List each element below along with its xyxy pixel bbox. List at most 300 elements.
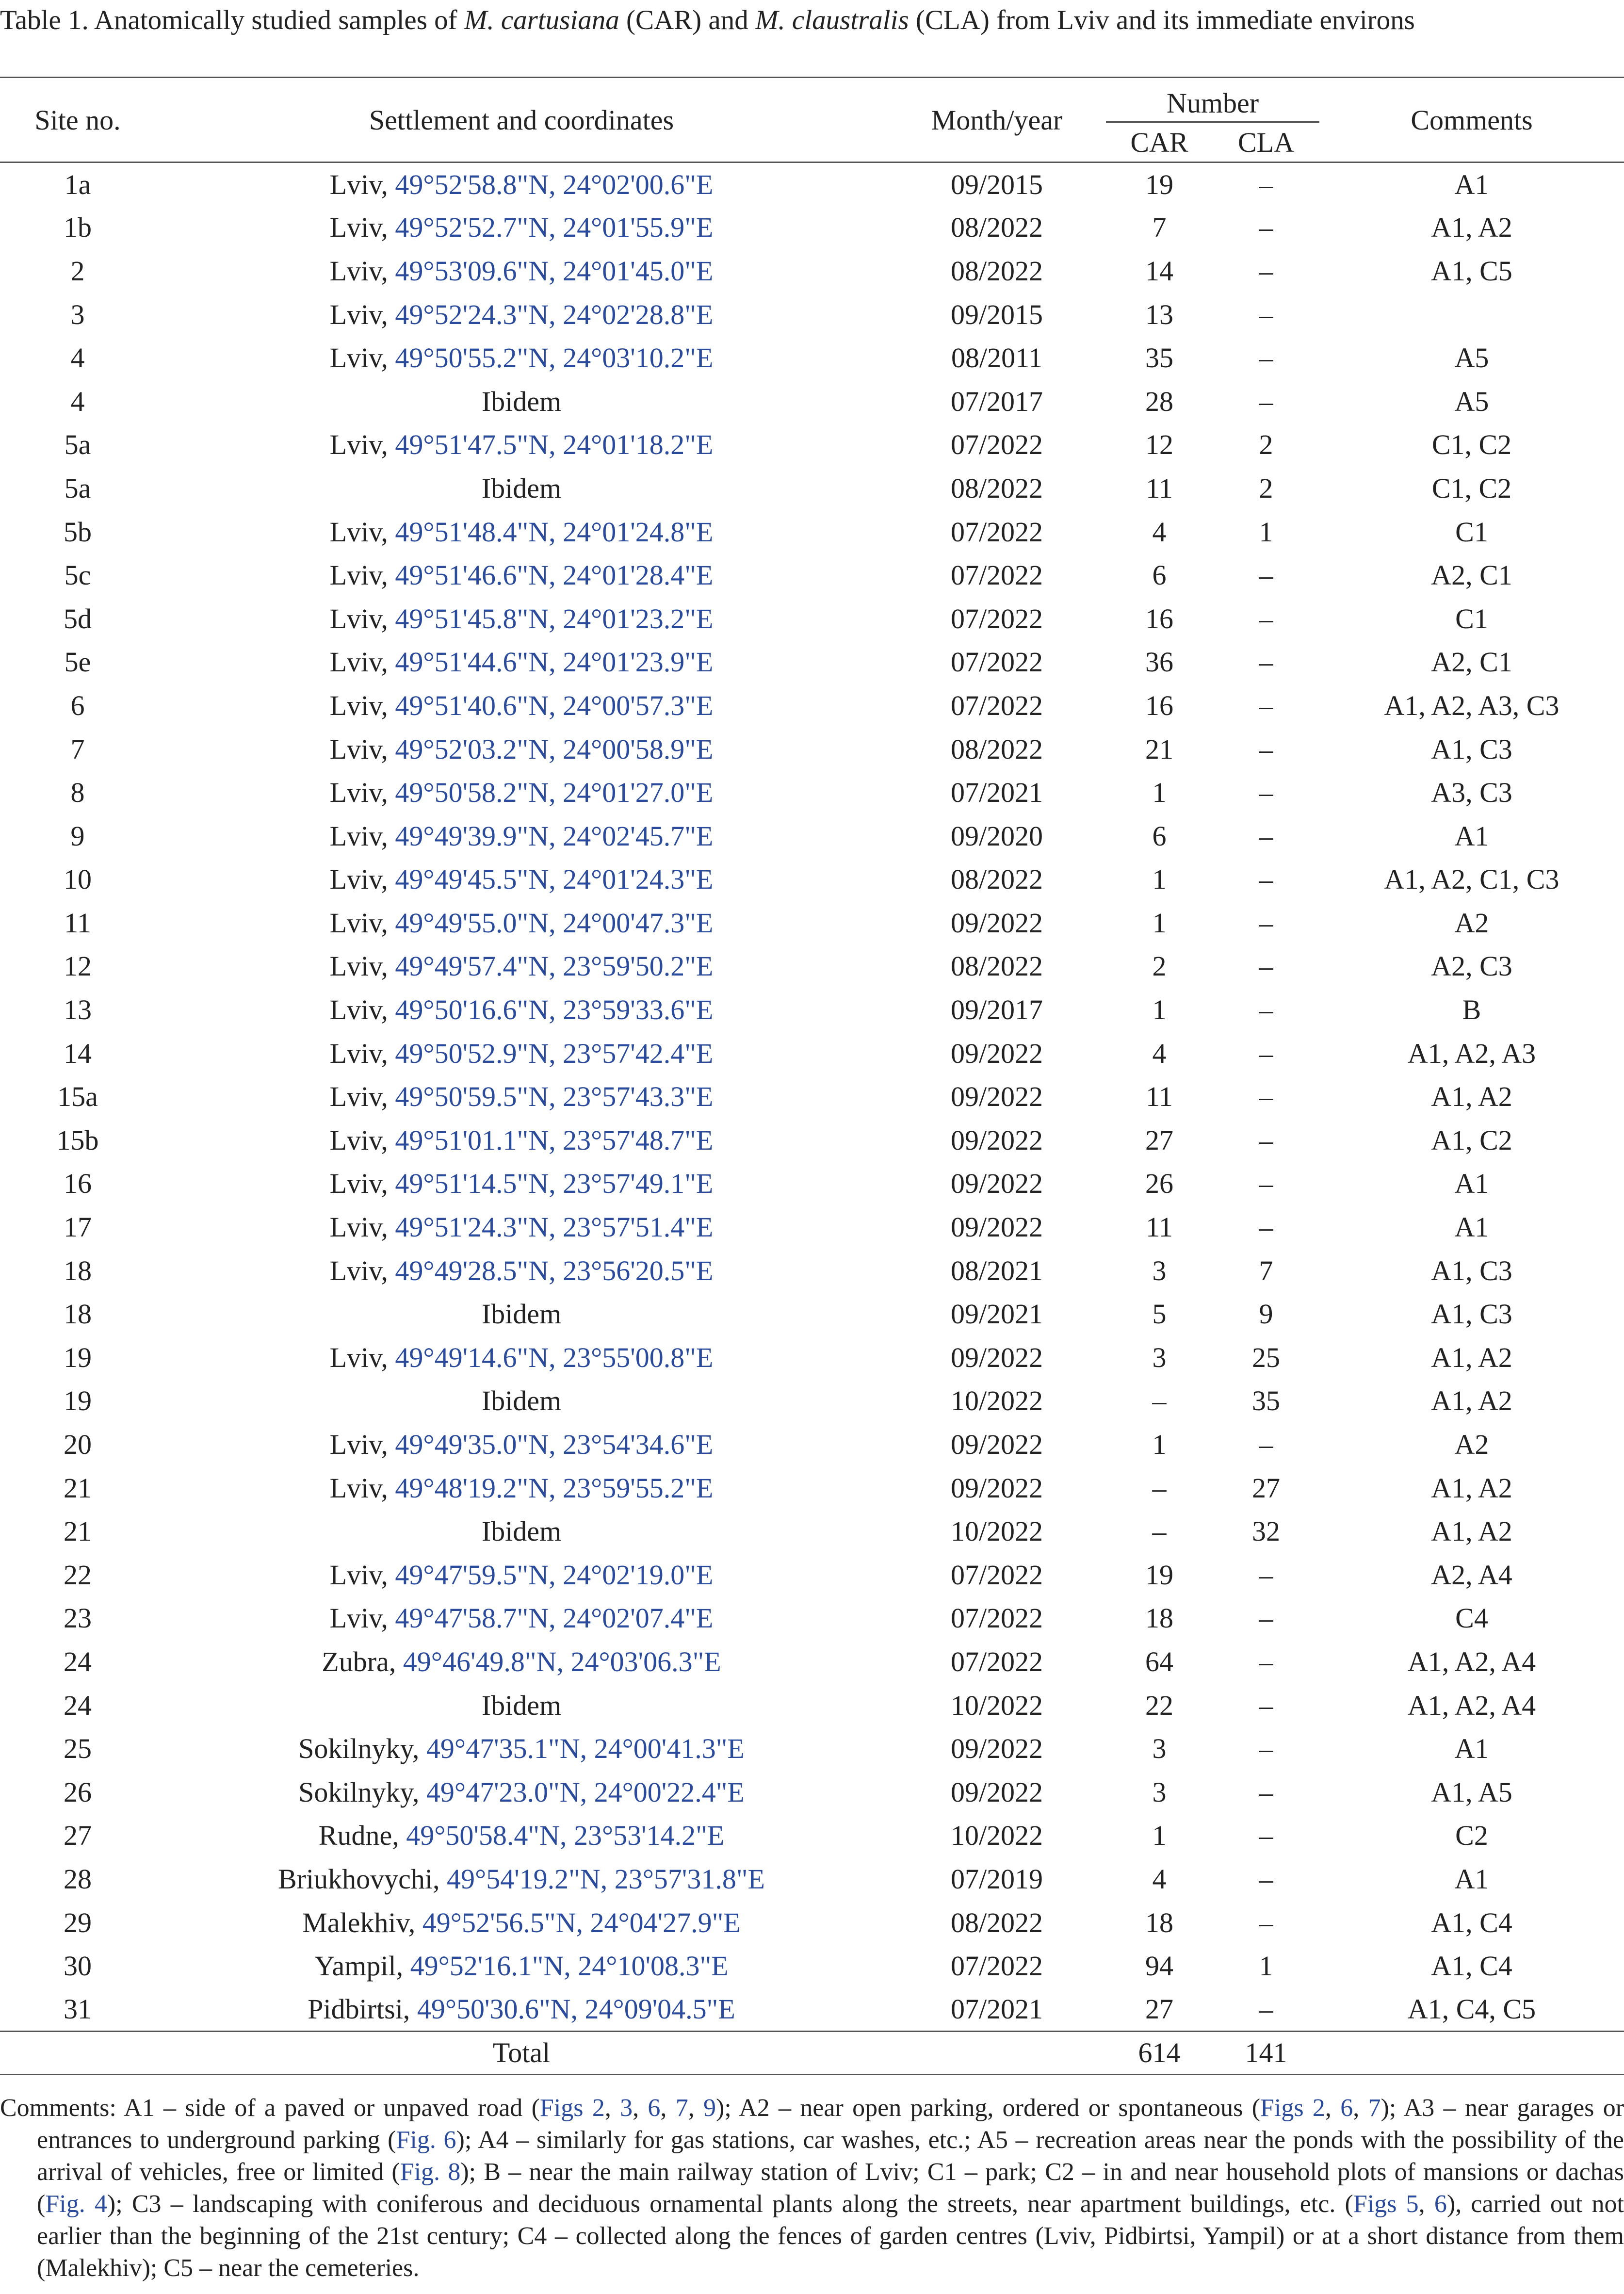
cell-car: 26 (1145, 1168, 1173, 1200)
cell-car: 11 (1146, 1211, 1173, 1243)
cell-cla: – (1259, 1559, 1273, 1591)
cell-month-year: 09/2022 (950, 1733, 1043, 1765)
cell-settlement (155, 1640, 888, 1684)
table-header (0, 78, 1624, 163)
cell-comments: A1 (1454, 1863, 1489, 1895)
total-label: Total (492, 2037, 551, 2069)
figure-reference-link[interactable]: 6 (1434, 2190, 1447, 2218)
cell-month-year: 07/2022 (950, 1559, 1043, 1591)
cell-car: 36 (1145, 646, 1173, 678)
table-row (0, 858, 1624, 901)
footnote-text: , (604, 2094, 620, 2122)
cell-comments: A1, C3 (1431, 733, 1512, 765)
settlement-name: Lviv, (329, 733, 395, 765)
settlement-name: Lviv, (329, 1211, 395, 1243)
cell-site: 12 (64, 950, 92, 982)
cell-comments (1319, 293, 1624, 336)
cell-settlement (155, 814, 888, 858)
coordinates-link[interactable]: 49°52'03.2"N, 24°00'58.9"E (395, 733, 714, 765)
cell-site: 20 (64, 1429, 92, 1461)
table-row (0, 1640, 1624, 1684)
cell-settlement (155, 1119, 888, 1162)
coordinates-link[interactable]: 49°51'01.1"N, 23°57'48.7"E (395, 1124, 714, 1156)
settlement-name: Yampil, (314, 1950, 410, 1982)
cell-settlement (155, 1162, 888, 1205)
caption-species-2: M. claustralis (755, 5, 909, 35)
cell-cla: 2 (1259, 472, 1273, 504)
table-row (0, 1162, 1624, 1205)
cell-month-year: 08/2022 (950, 212, 1043, 244)
cell-car: 1 (1152, 1820, 1167, 1852)
cell-cla: – (1259, 1820, 1273, 1852)
cell-month-year: 07/2022 (950, 689, 1043, 721)
cell-cla: – (1259, 863, 1273, 895)
coordinates-link[interactable]: 49°51'40.6"N, 24°00'57.3"E (395, 689, 714, 721)
cell-site: 31 (64, 1993, 92, 2025)
cell-comments: A2 (1454, 1429, 1489, 1461)
cell-month-year: 07/2019 (950, 1863, 1043, 1895)
cell-comments: A1, A2, A3 (1407, 1037, 1536, 1069)
settlement-name: Lviv, (329, 168, 395, 200)
table-row (0, 1075, 1624, 1119)
caption-prefix: Table 1. Anatomically studied samples of (0, 5, 464, 35)
cell-cla: – (1259, 602, 1273, 635)
settlement-name: Ibidem (481, 1298, 562, 1330)
cell-settlement (155, 423, 888, 467)
header-number-label: Number (1106, 87, 1319, 123)
cell-settlement (155, 1379, 888, 1423)
cell-month-year: 09/2021 (950, 1298, 1043, 1330)
table-row (0, 1901, 1624, 1944)
cell-month-year: 07/2022 (950, 516, 1043, 548)
cell-site: 3 (70, 298, 85, 330)
table-row (0, 1683, 1624, 1727)
cell-car: 28 (1145, 385, 1173, 417)
table-row (0, 1553, 1624, 1597)
cell-settlement (155, 1510, 888, 1553)
cell-month-year: 10/2022 (950, 1820, 1043, 1852)
cell-site: 5a (64, 472, 91, 504)
cell-cla: 1 (1259, 516, 1273, 548)
cell-site: 26 (64, 1776, 92, 1808)
coordinates-link[interactable]: 49°52'52.7"N, 24°01'55.9"E (395, 212, 714, 244)
cell-comments: A1, A5 (1431, 1776, 1512, 1808)
figure-reference-link[interactable]: 7 (675, 2094, 688, 2122)
table-row (0, 1249, 1624, 1292)
cell-month-year: 09/2022 (950, 1429, 1043, 1461)
cell-month-year: 08/2022 (950, 733, 1043, 765)
cell-settlement (155, 1336, 888, 1380)
settlement-name: Sokilnyky, (298, 1733, 426, 1765)
cell-car: 14 (1145, 255, 1173, 287)
coordinates-link[interactable]: 49°49'45.5"N, 24°01'24.3"E (395, 863, 714, 895)
coordinates-link[interactable]: 49°53'09.6"N, 24°01'45.0"E (395, 255, 714, 287)
table-row (0, 336, 1624, 380)
cell-site: 7 (70, 733, 85, 765)
coordinates-link[interactable]: 49°50'55.2"N, 24°03'10.2"E (395, 342, 714, 374)
cell-cla: – (1259, 1906, 1273, 1938)
settlement-name: Lviv, (329, 863, 395, 895)
footnote-text: Comments: A1 – side of a paved or unpaved road ( (0, 2094, 540, 2122)
cell-comments: C1 (1455, 516, 1488, 548)
cell-cla: – (1259, 168, 1273, 200)
table-row (0, 1727, 1624, 1771)
settlement-name: Lviv, (329, 1472, 395, 1504)
cell-cla: – (1259, 1863, 1273, 1895)
cell-settlement (155, 1727, 888, 1771)
cell-cla: – (1259, 1037, 1273, 1069)
cell-settlement (155, 1031, 888, 1075)
total-cla: 141 (1245, 2037, 1287, 2069)
table-row (0, 1770, 1624, 1814)
cell-comments: A1, A2 (1431, 1385, 1512, 1417)
cell-cla: – (1259, 1081, 1273, 1113)
table-row (0, 1205, 1624, 1249)
cell-car: 18 (1145, 1906, 1173, 1938)
coordinates-link[interactable]: 49°47'58.7"N, 24°02'07.4"E (395, 1602, 714, 1634)
footnote-text: , (1325, 2094, 1341, 2122)
coordinates-link[interactable]: 49°48'19.2"N, 23°59'55.2"E (395, 1472, 714, 1504)
figure-reference-link[interactable]: Fig. 4 (45, 2190, 107, 2218)
settlement-name: Lviv, (329, 1559, 395, 1591)
caption-species-1: M. cartusiana (464, 5, 619, 35)
table-row (0, 553, 1624, 597)
table-row (0, 1510, 1624, 1553)
total-car: 614 (1138, 2037, 1181, 2069)
settlement-name: Lviv, (329, 212, 395, 244)
cell-month-year: 10/2022 (950, 1689, 1043, 1721)
cell-site: 21 (64, 1515, 92, 1547)
cell-month-year: 07/2022 (950, 1645, 1043, 1677)
cell-car: 4 (1152, 516, 1167, 548)
settlement-name: Lviv, (329, 1254, 395, 1286)
cell-site: 5d (64, 602, 92, 635)
cell-month-year: 07/2022 (950, 559, 1043, 591)
settlement-name: Lviv, (329, 1429, 395, 1461)
cell-comments: A1, C4 (1431, 1950, 1512, 1982)
footnote-text: , (633, 2094, 648, 2122)
cell-car: 3 (1152, 1341, 1167, 1373)
coordinates-link[interactable]: 49°50'30.6"N, 24°09'04.5"E (417, 1993, 735, 2025)
coordinates-link[interactable]: 49°50'59.5"N, 23°57'43.3"E (395, 1081, 714, 1113)
cell-month-year: 09/2015 (950, 168, 1043, 200)
cell-cla: – (1259, 907, 1273, 939)
cell-month-year: 07/2022 (950, 429, 1043, 461)
cell-site: 1b (64, 212, 92, 244)
figure-reference-link[interactable]: 6 (1340, 2094, 1353, 2122)
cell-car: 21 (1145, 733, 1173, 765)
cell-site: 24 (64, 1689, 92, 1721)
coordinates-link[interactable]: 49°52'58.8"N, 24°02'00.6"E (395, 168, 714, 200)
cell-cla: – (1259, 777, 1273, 809)
cell-comments: A1, C5 (1431, 255, 1512, 287)
settlement-name: Ibidem (481, 472, 562, 504)
cell-cla: – (1259, 1124, 1273, 1156)
cell-cla: – (1259, 1776, 1273, 1808)
cell-cla: 2 (1259, 429, 1273, 461)
coordinates-link[interactable]: 49°51'45.8"N, 24°01'23.2"E (395, 602, 714, 635)
coordinates-link[interactable]: 49°52'24.3"N, 24°02'28.8"E (395, 298, 714, 330)
coordinates-link[interactable]: 49°49'35.0"N, 23°54'34.6"E (395, 1429, 714, 1461)
header-car: CAR (1130, 126, 1188, 158)
coordinates-link[interactable]: 49°50'58.4"N, 23°53'14.2"E (406, 1820, 725, 1852)
cell-settlement (155, 1292, 888, 1336)
cell-month-year: 07/2021 (950, 777, 1043, 809)
cell-settlement (155, 944, 888, 988)
cell-cla: – (1259, 1689, 1273, 1721)
settlement-name: Pidbirtsi, (308, 1993, 417, 2025)
cell-comments: C1 (1455, 602, 1488, 635)
cell-site: 18 (64, 1298, 92, 1330)
cell-site: 13 (64, 994, 92, 1026)
cell-month-year: 07/2022 (950, 646, 1043, 678)
coordinates-link[interactable]: 49°47'35.1"N, 24°00'41.3"E (426, 1733, 745, 1765)
settlement-name: Ibidem (481, 1515, 562, 1547)
coordinates-link[interactable]: 49°51'48.4"N, 24°01'24.8"E (395, 516, 714, 548)
cell-site: 19 (64, 1341, 92, 1373)
cell-settlement (155, 858, 888, 901)
coordinates-link[interactable]: 49°49'39.9"N, 24°02'45.7"E (395, 820, 714, 852)
cell-cla: 27 (1252, 1472, 1280, 1504)
cell-site: 28 (64, 1863, 92, 1895)
cell-cla: – (1259, 255, 1273, 287)
settlement-name: Lviv, (329, 646, 395, 678)
cell-site: 19 (64, 1385, 92, 1417)
cell-car: 1 (1152, 863, 1167, 895)
table-row (0, 771, 1624, 814)
cell-comments: A1, C4, C5 (1407, 1993, 1536, 2025)
settlement-name: Zubra, (322, 1645, 403, 1677)
cell-settlement (155, 1205, 888, 1249)
figure-reference-link[interactable]: Fig. 6 (396, 2126, 456, 2154)
coordinates-link[interactable]: 49°54'19.2"N, 23°57'31.8"E (447, 1863, 765, 1895)
cell-car: 19 (1145, 168, 1173, 200)
coordinates-link[interactable]: 49°47'23.0"N, 24°00'22.4"E (426, 1776, 745, 1808)
table-row (0, 814, 1624, 858)
cell-comments: C4 (1455, 1602, 1488, 1634)
cell-car: 11 (1146, 472, 1173, 504)
cell-site: 8 (70, 777, 85, 809)
cell-cla: – (1259, 733, 1273, 765)
table-row (0, 597, 1624, 640)
figure-reference-link[interactable]: Figs 2 (539, 2094, 605, 2122)
settlement-name: Lviv, (329, 907, 395, 939)
cell-comments: A1, A2 (1431, 1515, 1512, 1547)
coordinates-link[interactable]: 49°51'14.5"N, 23°57'49.1"E (395, 1168, 714, 1200)
cell-comments: A3, C3 (1431, 777, 1512, 809)
coordinates-link[interactable]: 49°50'52.9"N, 23°57'42.4"E (395, 1037, 714, 1069)
cell-comments: A1, A2, C1, C3 (1384, 863, 1559, 895)
cell-comments: A1 (1454, 168, 1489, 200)
header-number (1106, 78, 1319, 123)
cell-cla: 7 (1259, 1254, 1273, 1286)
cell-settlement (155, 1944, 888, 1988)
cell-comments: A1, A2 (1431, 1081, 1512, 1113)
coordinates-link[interactable]: 49°49'55.0"N, 24°00'47.3"E (395, 907, 714, 939)
cell-car: 1 (1152, 907, 1167, 939)
cell-site: 22 (64, 1559, 92, 1591)
coordinates-link[interactable]: 49°51'46.6"N, 24°01'28.4"E (395, 559, 714, 591)
cell-settlement (155, 249, 888, 293)
settlement-name: Lviv, (329, 1037, 395, 1069)
table-row (0, 293, 1624, 336)
table-row (0, 1596, 1624, 1640)
cell-month-year: 07/2022 (950, 1950, 1043, 1982)
cell-car: 27 (1145, 1124, 1173, 1156)
table-body (0, 163, 1624, 2032)
cell-settlement (155, 1596, 888, 1640)
coordinates-link[interactable]: 49°49'28.5"N, 23°56'20.5"E (395, 1254, 714, 1286)
table-row (0, 163, 1624, 206)
cell-comments: A1 (1454, 1211, 1489, 1243)
cell-month-year: 07/2022 (950, 602, 1043, 635)
table-row (0, 423, 1624, 467)
figure-reference-link[interactable]: 3 (620, 2094, 633, 2122)
cell-comments: A1 (1454, 1733, 1489, 1765)
cell-car: 5 (1152, 1298, 1167, 1330)
cell-comments: A1, A2, A3, C3 (1384, 689, 1559, 721)
total-spacer (0, 2031, 155, 2075)
coordinates-link[interactable]: 49°46'49.8"N, 24°03'06.3"E (403, 1645, 721, 1677)
cell-site: 23 (64, 1602, 92, 1634)
cell-month-year: 08/2022 (950, 1906, 1043, 1938)
footnote-text: ); A3 – near garages or entrances to underground parking ( (37, 2094, 1624, 2154)
cell-month-year: 09/2022 (950, 1037, 1043, 1069)
settlement-name: Ibidem (481, 385, 562, 417)
cell-comments: A1 (1454, 1168, 1489, 1200)
cell-cla: – (1259, 298, 1273, 330)
cell-site: 11 (64, 907, 91, 939)
coordinates-link[interactable]: 49°50'58.2"N, 24°01'27.0"E (395, 777, 714, 809)
cell-month-year: 08/2022 (950, 863, 1043, 895)
cell-settlement (155, 206, 888, 249)
cell-settlement (155, 510, 888, 553)
cell-comments: B (1462, 994, 1481, 1026)
cell-site: 21 (64, 1472, 92, 1504)
table-footnote (0, 2092, 1624, 2284)
settlement-name: Sokilnyky, (298, 1776, 426, 1808)
cell-comments: A5 (1454, 385, 1489, 417)
footnote-text: , (660, 2094, 676, 2122)
settlement-name: Lviv, (329, 516, 395, 548)
cell-car: 4 (1152, 1037, 1167, 1069)
cell-cla: – (1259, 646, 1273, 678)
settlement-name: Lviv, (329, 429, 395, 461)
settlement-name: Lviv, (329, 689, 395, 721)
table-row (0, 1423, 1624, 1466)
cell-car: 27 (1145, 1993, 1173, 2025)
table-row (0, 684, 1624, 728)
cell-car: 12 (1145, 429, 1173, 461)
cell-cla: – (1259, 559, 1273, 591)
cell-site: 24 (64, 1645, 92, 1677)
cell-site: 14 (64, 1037, 92, 1069)
table-row (0, 1466, 1624, 1510)
total-row (0, 2031, 1624, 2075)
cell-car: 1 (1152, 1429, 1167, 1461)
cell-cla: 9 (1259, 1298, 1273, 1330)
footnote-text: , (688, 2094, 704, 2122)
table-row (0, 249, 1624, 293)
cell-month-year: 08/2022 (950, 950, 1043, 982)
cell-cla: 1 (1259, 1950, 1273, 1982)
cell-car: 6 (1152, 820, 1167, 852)
table-row (0, 640, 1624, 684)
settlement-name: Lviv, (329, 298, 395, 330)
cell-month-year: 08/2022 (950, 255, 1043, 287)
figure-reference-link[interactable]: Figs 2 (1260, 2094, 1325, 2122)
header-cla: CLA (1238, 126, 1294, 158)
cell-comments: A1, A2, A4 (1407, 1645, 1536, 1677)
table-row (0, 727, 1624, 771)
settlement-name: Lviv, (329, 1081, 395, 1113)
cell-settlement (155, 1857, 888, 1901)
cell-cla: – (1259, 385, 1273, 417)
settlement-name: Lviv, (329, 602, 395, 635)
cell-car: 19 (1145, 1559, 1173, 1591)
settlement-name: Lviv, (329, 950, 395, 982)
figure-reference-link[interactable]: 9 (703, 2094, 716, 2122)
coordinates-link[interactable]: 49°50'16.6"N, 23°59'33.6"E (395, 994, 714, 1026)
cell-car: 4 (1152, 1863, 1167, 1895)
cell-comments: A5 (1454, 342, 1489, 374)
cell-site: 15a (57, 1081, 98, 1113)
cell-site: 5b (64, 516, 92, 548)
cell-month-year: 09/2022 (950, 907, 1043, 939)
cell-settlement (155, 727, 888, 771)
cell-month-year: 09/2022 (950, 1211, 1043, 1243)
coordinates-link[interactable]: 49°51'47.5"N, 24°01'18.2"E (395, 429, 714, 461)
cell-month-year: 09/2015 (950, 298, 1043, 330)
coordinates-link[interactable]: 49°49'57.4"N, 23°59'50.2"E (395, 950, 714, 982)
cell-site: 16 (64, 1168, 92, 1200)
cell-settlement (155, 1770, 888, 1814)
figure-reference-link[interactable]: Figs 5 (1353, 2190, 1419, 2218)
cell-settlement (155, 1814, 888, 1857)
cell-month-year: 09/2020 (950, 820, 1043, 852)
cell-cla: – (1259, 342, 1273, 374)
cell-settlement (155, 771, 888, 814)
cell-car: 16 (1145, 689, 1173, 721)
settlement-name: Lviv, (329, 559, 395, 591)
cell-settlement (155, 1423, 888, 1466)
cell-car: – (1152, 1385, 1167, 1417)
figure-reference-link[interactable]: 6 (648, 2094, 661, 2122)
figure-reference-link[interactable]: Fig. 8 (400, 2158, 461, 2186)
coordinates-link[interactable]: 49°51'24.3"N, 23°57'51.4"E (395, 1211, 714, 1243)
coordinates-link[interactable]: 49°49'14.6"N, 23°55'00.8"E (395, 1341, 714, 1373)
table-caption (0, 3, 1624, 38)
coordinates-link[interactable]: 49°47'59.5"N, 24°02'19.0"E (395, 1559, 714, 1591)
cell-month-year: 09/2017 (950, 994, 1043, 1026)
figure-reference-link[interactable]: 7 (1368, 2094, 1381, 2122)
table-row (0, 467, 1624, 510)
cell-site: 4 (70, 385, 85, 417)
cell-comments: A1, A2 (1431, 212, 1512, 244)
settlement-name: Lviv, (329, 1168, 395, 1200)
settlement-name: Lviv, (329, 255, 395, 287)
coordinates-link[interactable]: 49°52'16.1"N, 24°10'08.3"E (410, 1950, 729, 1982)
settlement-name: Lviv, (329, 1602, 395, 1634)
coordinates-link[interactable]: 49°52'56.5"N, 24°04'27.9"E (422, 1906, 741, 1938)
cell-settlement (155, 1466, 888, 1510)
cell-comments: A1, C4 (1431, 1906, 1512, 1938)
cell-car: 16 (1145, 602, 1173, 635)
cell-comments: A1, C3 (1431, 1298, 1512, 1330)
coordinates-link[interactable]: 49°51'44.6"N, 24°01'23.9"E (395, 646, 714, 678)
table-row (0, 1292, 1624, 1336)
cell-month-year: 09/2022 (950, 1472, 1043, 1504)
